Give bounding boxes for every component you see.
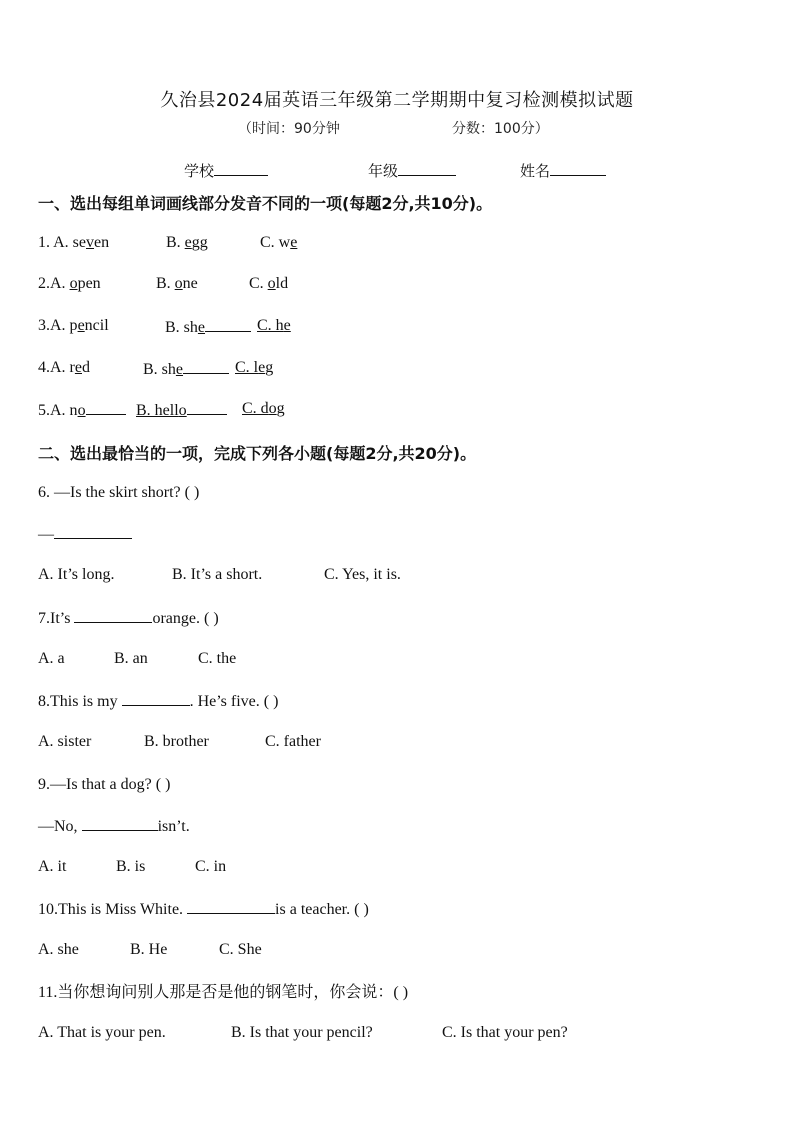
question-8-options [38,733,778,753]
total-score: 分数：100分） [452,121,549,137]
grade-label: 年级 [368,162,399,180]
option-b[interactable]: B. It’s a short. [172,566,263,583]
grade-blank[interactable] [398,161,456,176]
option-a[interactable]: A. a [38,650,65,667]
answer-blank[interactable] [122,691,190,706]
option-b[interactable]: B. Is that your pencil? [231,1024,373,1041]
question-9-reply: —No, isn’t. [38,818,190,835]
grade-field[interactable] [368,160,456,181]
question-6-options [38,566,778,586]
option-a[interactable]: A. That is your pen. [38,1024,166,1041]
option-b[interactable]: B. an [114,650,148,667]
question-11-stem: 11.当你想询问别人那是否是他的钢笔时，你会说：( ) [38,984,409,1001]
question-2: 2.A. open B. one C. old [38,275,289,292]
option-a[interactable]: A. it [38,858,67,875]
option-b[interactable]: B. brother [144,733,209,750]
question-8-stem: 8.This is my . He’s five. ( ) [38,693,279,710]
option-c[interactable]: C. father [265,733,321,750]
time-limit: （时间：90分钟 [238,121,340,137]
question-5: 5.A. no B. hello C. dog [38,400,285,419]
school-blank[interactable] [214,161,268,176]
name-blank[interactable] [550,161,606,176]
name-label: 姓名 [520,162,551,180]
option-a[interactable]: A. she [38,941,79,958]
option-c[interactable]: C. the [198,650,237,667]
question-6-stem: 6. —Is the skirt short? ( ) [38,484,200,501]
question-10-options [38,941,778,961]
question-7-stem: 7.It’s orange. ( ) [38,610,219,627]
question-6-answer[interactable]: — [38,524,132,545]
section-1-heading: 一、选出每组单词画线部分发音不同的一项(每题2分,共10分)。 [38,194,493,213]
answer-blank[interactable] [187,899,275,914]
option-c[interactable]: C. Is that your pen? [442,1024,568,1041]
question-1: 1. A. seven B. egg C. we [38,234,298,251]
answer-blank[interactable] [74,608,152,623]
option-b[interactable]: B. is [116,858,146,875]
question-10-stem: 10.This is Miss White. is a teacher. ( ) [38,901,369,918]
option-c[interactable]: C. Yes, it is. [324,566,401,583]
question-4: 4.A. red B. she C. leg [38,359,274,378]
school-field[interactable] [184,160,268,181]
option-c[interactable]: C. in [195,858,227,875]
question-7-options [38,650,778,670]
option-a[interactable]: A. It’s long. [38,566,115,583]
option-b[interactable]: B. He [130,941,168,958]
school-label: 学校 [184,162,215,180]
name-field[interactable] [520,160,606,181]
question-9-options [38,858,778,878]
option-c[interactable]: C. She [219,941,262,958]
page-title: 久治县2024届英语三年级第二学期期中复习检测模拟试题 [160,90,634,111]
question-3: 3.A. pencil B. she C. he [38,317,291,336]
section-2-heading: 二、选出最恰当的一项，完成下列各小题(每题2分,共20分)。 [38,444,477,463]
option-a[interactable]: A. sister [38,733,92,750]
answer-blank[interactable] [82,816,158,831]
answer-blank [54,524,132,539]
question-9-stem: 9.—Is that a dog? ( ) [38,776,171,793]
question-11-options [38,1024,778,1044]
